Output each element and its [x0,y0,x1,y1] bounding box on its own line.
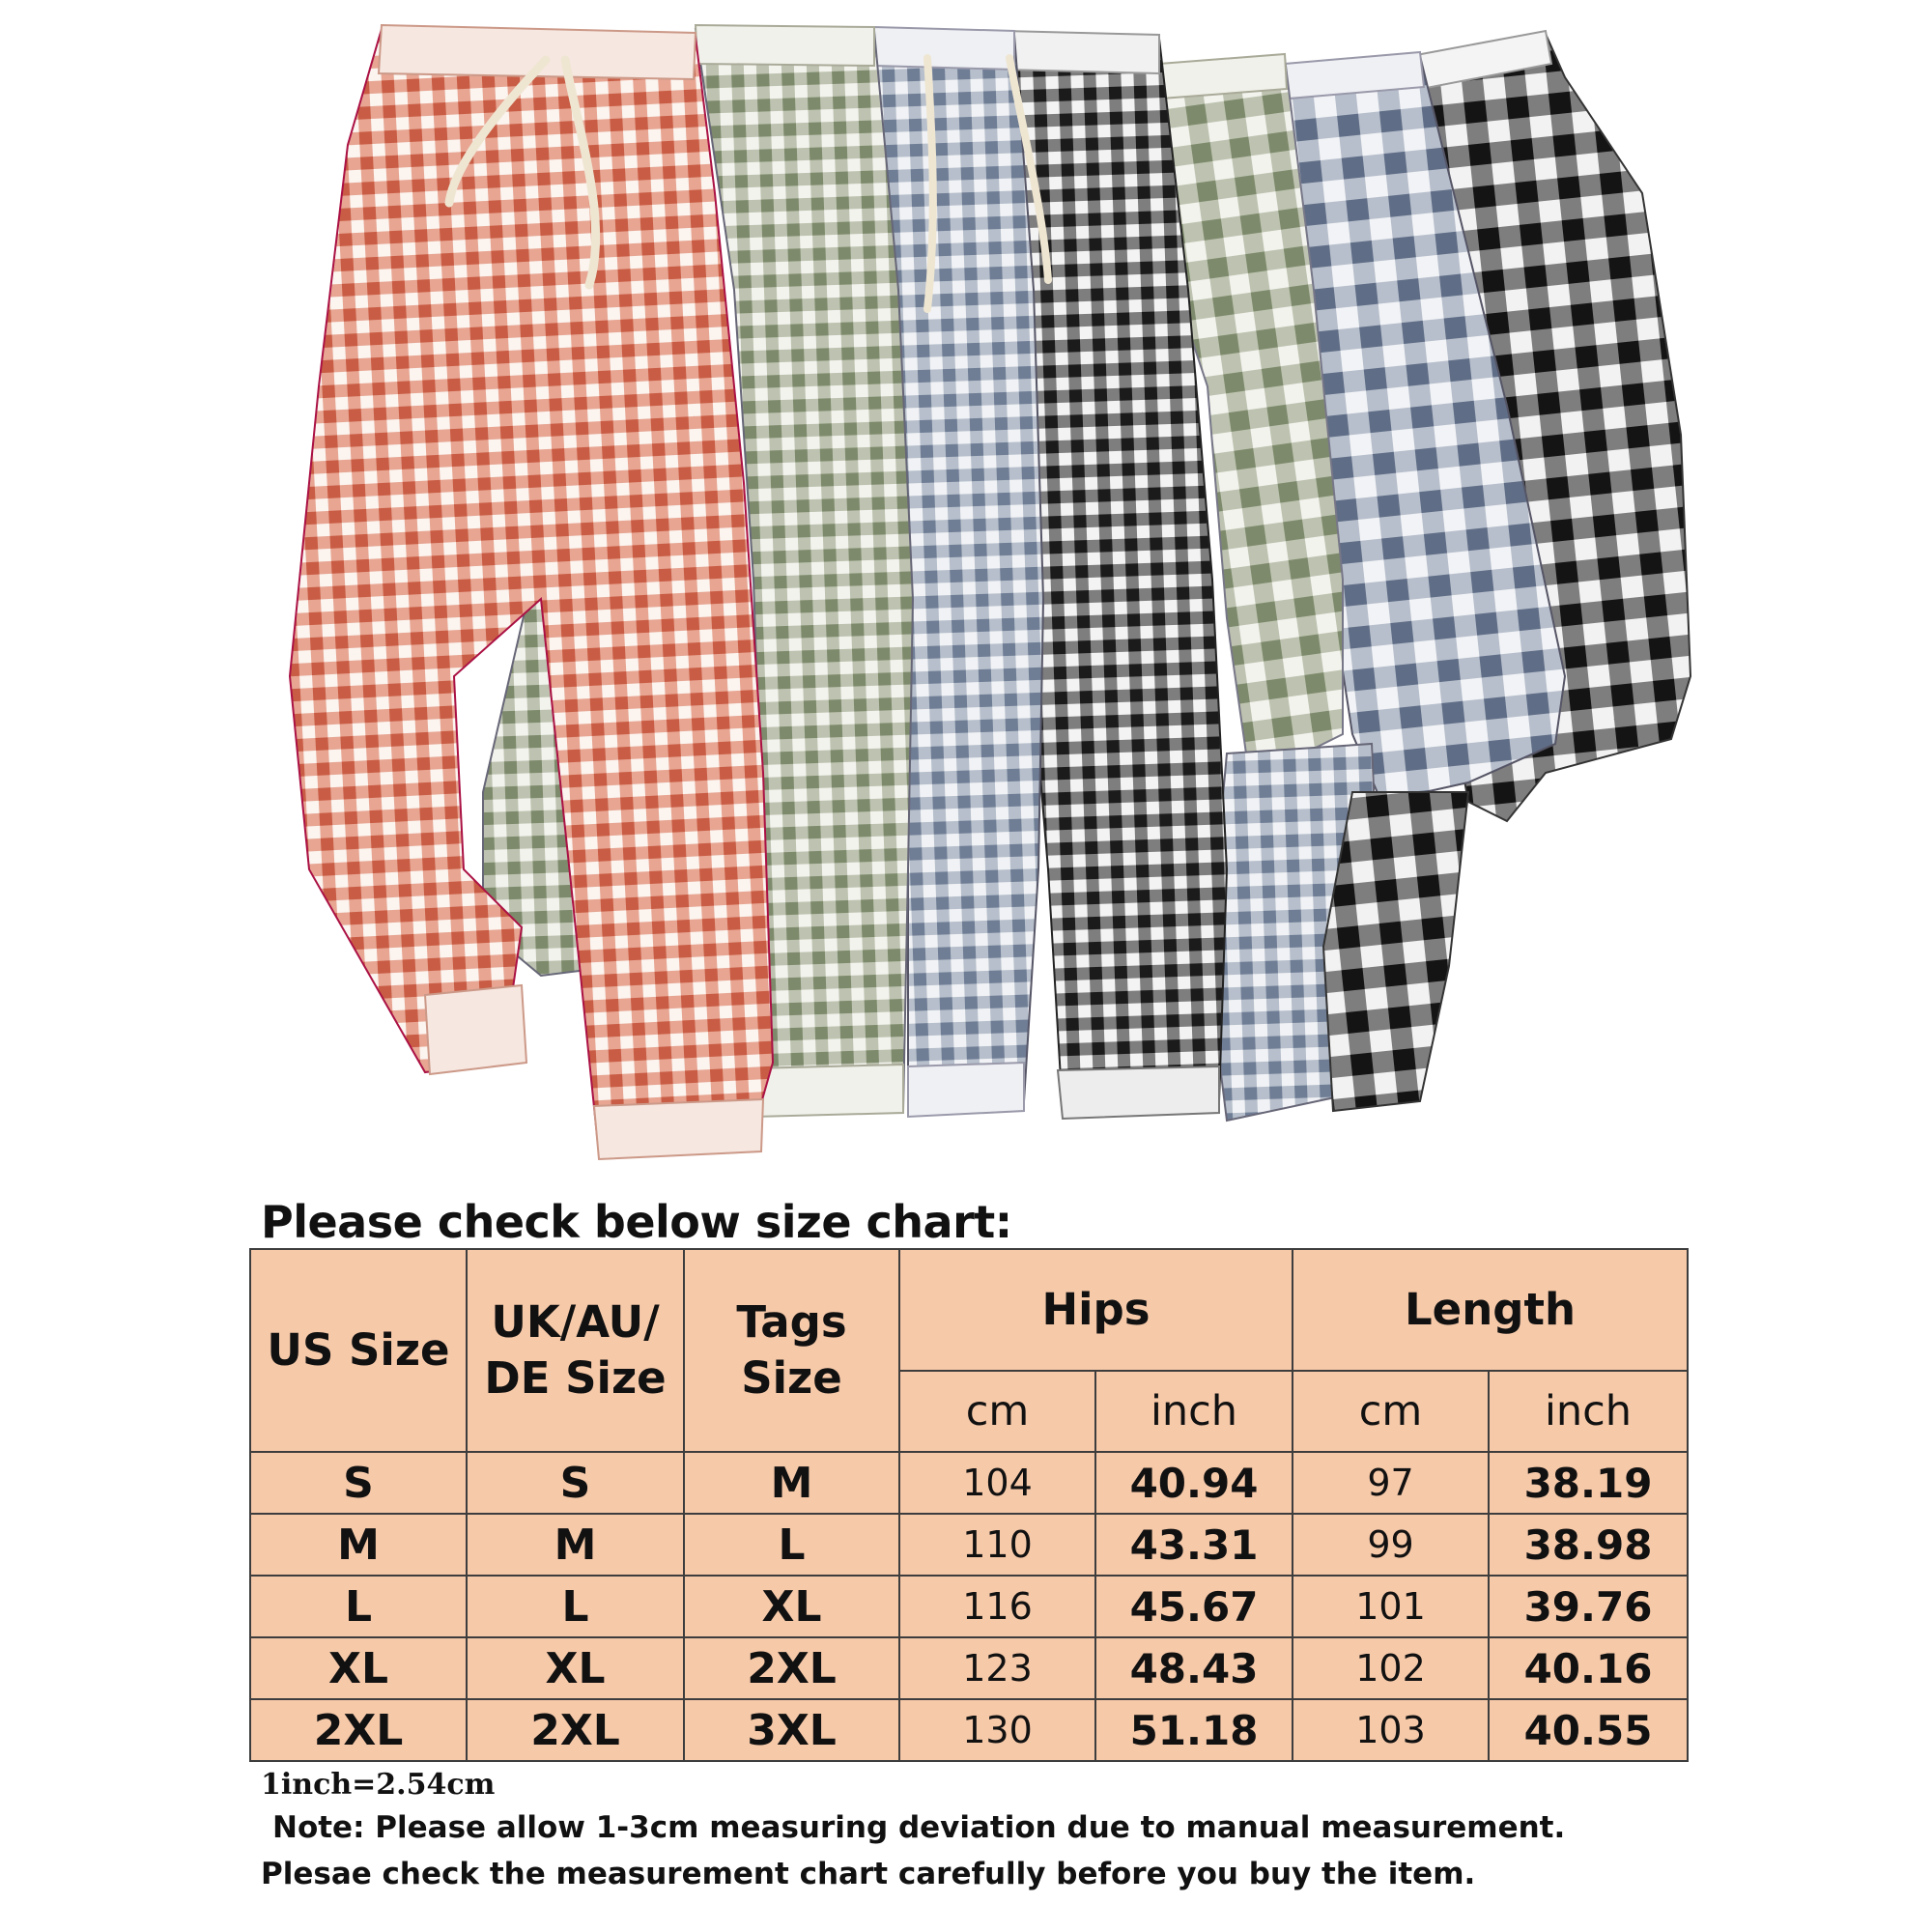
cell-tag-size: 2XL [684,1637,899,1699]
pants-black-lower [1323,792,1468,1111]
cell-hips-cm: 116 [899,1576,1095,1637]
cell-us-size: XL [250,1637,467,1699]
header-length-inch: inch [1489,1371,1688,1452]
cell-tag-size: M [684,1452,899,1514]
table-row [250,1452,1688,1514]
cell-hips-cm: 123 [899,1637,1095,1699]
cell-length-inch: 40.16 [1489,1637,1688,1699]
table-row [250,1699,1688,1761]
conversion-note: 1inch=2.54cm [261,1768,496,1802]
cell-length-inch: 40.55 [1489,1699,1688,1761]
cell-hips-cm: 104 [899,1452,1095,1514]
cell-us-size: L [250,1576,467,1637]
header-hips: Hips [899,1249,1293,1371]
cell-hips-inch: 51.18 [1095,1699,1293,1761]
cell-length-cm: 103 [1293,1699,1489,1761]
header-length-cm: cm [1293,1371,1489,1452]
cell-length-cm: 101 [1293,1576,1489,1637]
cell-length-inch: 39.76 [1489,1576,1688,1637]
cell-tag-size: 3XL [684,1699,899,1761]
deviation-note: Note: Please allow 1-3cm measuring deviation due to manual measurement. [272,1810,1566,1845]
header-uk-size: UK/AU/ DE Size [467,1249,684,1452]
size-table [249,1248,1689,1762]
cell-tag-size: XL [684,1576,899,1637]
header-us-size: US Size [250,1249,467,1452]
cell-hips-inch: 45.67 [1095,1576,1293,1637]
header-tags-size: Tags Size [684,1249,899,1452]
cell-hips-cm: 130 [899,1699,1095,1761]
size-chart-heading: Please check below size chart: [261,1196,1012,1248]
cell-length-cm: 99 [1293,1514,1489,1576]
cell-uk-size: XL [467,1637,684,1699]
cell-uk-size: S [467,1452,684,1514]
check-note: Plesae check the measurement chart carefully before you buy the item. [261,1857,1476,1891]
cell-us-size: 2XL [250,1699,467,1761]
cell-length-cm: 102 [1293,1637,1489,1699]
cell-hips-inch: 40.94 [1095,1452,1293,1514]
cell-hips-inch: 48.43 [1095,1637,1293,1699]
cell-uk-size: L [467,1576,684,1637]
table-row [250,1576,1688,1637]
cell-us-size: M [250,1514,467,1576]
cell-hips-cm: 110 [899,1514,1095,1576]
header-length: Length [1293,1249,1688,1371]
cell-tag-size: L [684,1514,899,1576]
cell-uk-size: 2XL [467,1699,684,1761]
cell-length-inch: 38.98 [1489,1514,1688,1576]
cell-hips-inch: 43.31 [1095,1514,1293,1576]
header-hips-inch: inch [1095,1371,1293,1452]
cell-length-inch: 38.19 [1489,1452,1688,1514]
table-row [250,1514,1688,1576]
pants-red-front [290,25,773,1159]
table-row [250,1637,1688,1699]
cell-uk-size: M [467,1514,684,1576]
cell-length-cm: 97 [1293,1452,1489,1514]
cell-us-size: S [250,1452,467,1514]
header-hips-cm: cm [899,1371,1095,1452]
